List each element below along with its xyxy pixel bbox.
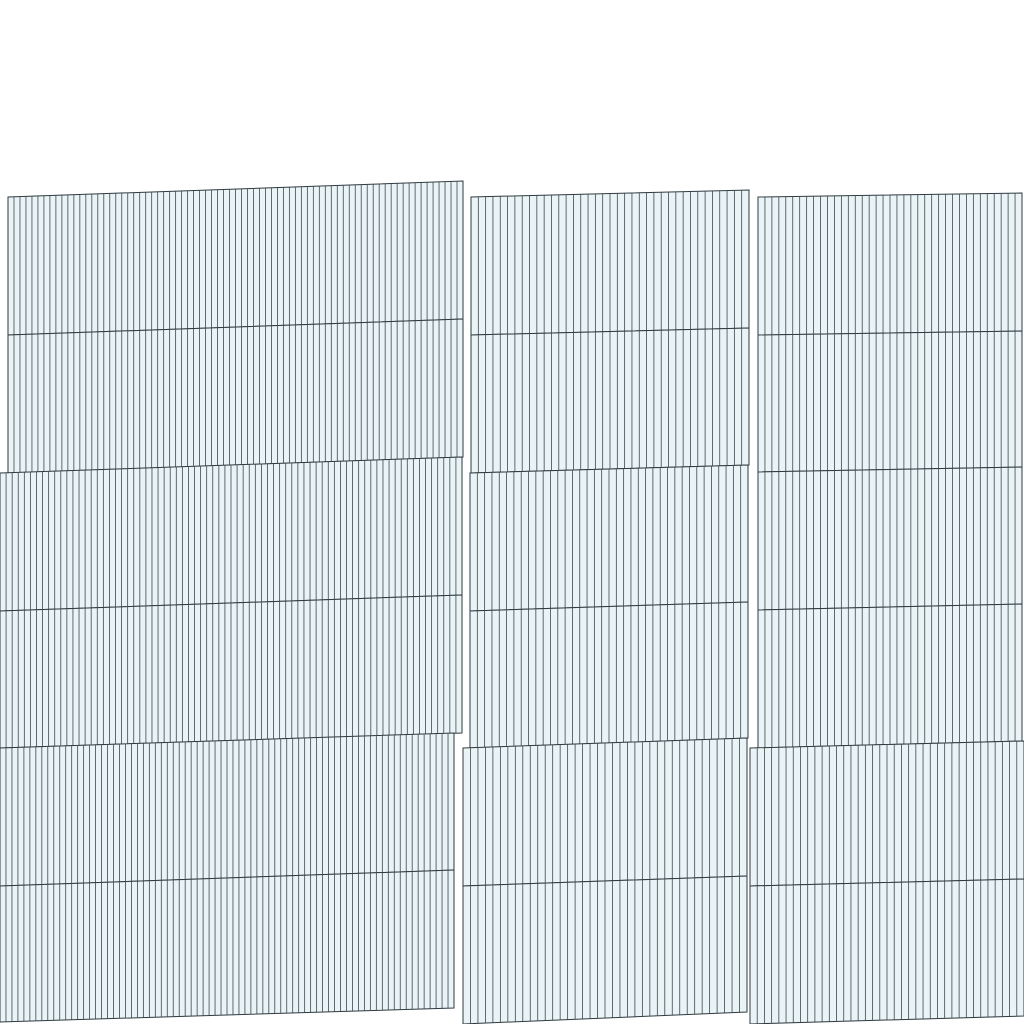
block-center [463,190,749,1024]
block-west [0,181,463,1022]
block-east [750,193,1024,1024]
